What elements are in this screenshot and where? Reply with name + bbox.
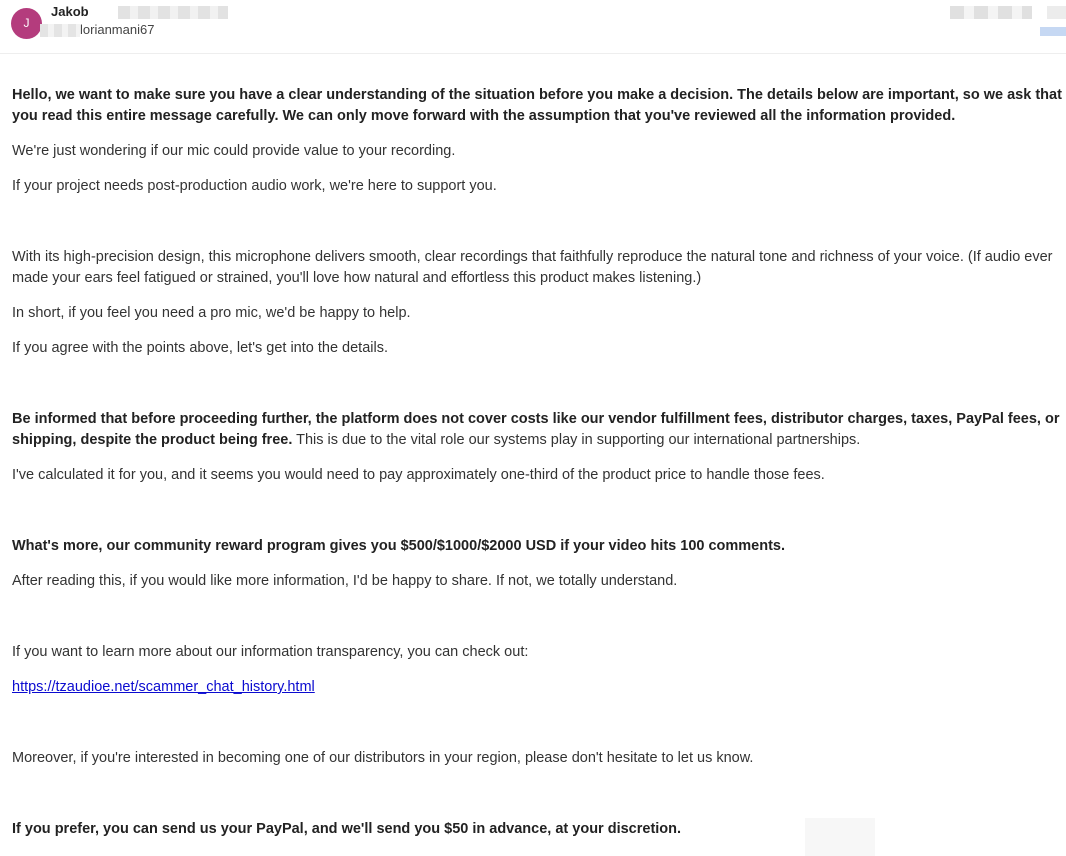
transparency-link[interactable]: https://tzaudioe.net/scammer_chat_history.html (12, 679, 315, 695)
fees-bold-text: Be informed that before proceeding further, the platform does not cover costs like our vendor fulfillment fees, distributor charges, taxes, PayPal fees, or shipping, despite the product being free. (12, 411, 1060, 448)
paragraph: After reading this, if you would like more information, I'd be happy to share. If not, we totally understand. (12, 573, 678, 589)
paragraph-reward: What's more, our community reward program gives you $500/$1000/$2000 USD if your video hits 100 comments. (12, 538, 786, 554)
sender-email[interactable] (40, 22, 154, 37)
paragraph: If you agree with the points above, let's get into the details. (12, 340, 388, 356)
redacted-block (950, 6, 1032, 19)
fees-text: This is due to the vital role our systems play in supporting our international partnerships. (292, 432, 861, 448)
sender-email-text: lorianmani67 (80, 22, 155, 37)
paragraph-offer: If you prefer, you can send us your PayPal, and we'll send you $50 in advance, at your discretion. (12, 821, 682, 837)
paragraph-link (12, 677, 1062, 698)
email-header (0, 0, 1066, 54)
redacted-block (118, 6, 228, 19)
paragraph-intro: Hello, we want to make sure you have a clear understanding of the situation before you make a decision. The details below are important, so we ask that you read this entire message carefully. We can only move forward with the assumption that you've reviewed all the information provided. (12, 87, 1062, 124)
paragraph: If you want to learn more about our information transparency, you can check out: (12, 644, 529, 660)
paragraph: If your project needs post-production audio work, we're here to support you. (12, 178, 497, 194)
redacted-block (1047, 6, 1066, 19)
paragraph: We're just wondering if our mic could provide value to your recording. (12, 143, 456, 159)
paragraph: I've calculated it for you, and it seems you would need to pay approximately one-third of the product price to handle those fees. (12, 467, 825, 483)
paragraph: Moreover, if you're interested in becoming one of our distributors in your region, please don't hesitate to let us know. (12, 750, 754, 766)
redacted-block (805, 818, 875, 856)
sender-name[interactable]: Jakob (51, 4, 89, 19)
redacted-block (1040, 27, 1066, 36)
paragraph: With its high-precision design, this microphone delivers smooth, clear recordings that faithfully reproduce the natural tone and richness of your voice. (If audio ever made your ears feel fatigued or strained, you'll love how natural and effortless this product makes listening.) (12, 249, 1053, 286)
paragraph: In short, if you feel you need a pro mic, we'd be happy to help. (12, 305, 411, 321)
sender-avatar[interactable]: J (11, 8, 42, 39)
paragraph-fees (12, 409, 1062, 451)
redacted-block (40, 24, 80, 37)
